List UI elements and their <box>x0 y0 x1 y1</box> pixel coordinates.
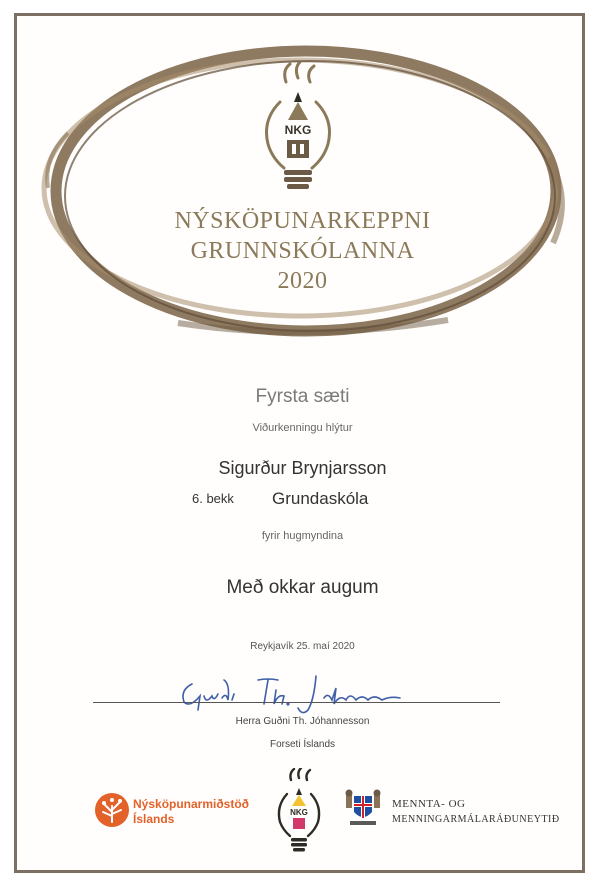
ministry-line1: MENNTA- OG <box>392 798 466 810</box>
place-date: Reykjavík 25. maí 2020 <box>250 641 355 652</box>
nkg-footer-logo <box>274 768 324 858</box>
handwritten-signature <box>178 670 408 718</box>
school-name: Grundaskóla <box>272 489 369 508</box>
competition-year: 2020 <box>277 268 328 294</box>
signature-line <box>93 702 500 703</box>
competition-title-line1: NÝSKÖPUNARKEPPNI <box>174 208 431 234</box>
recipient-name: Sigurður Brynjarsson <box>218 458 387 478</box>
recognition-text: Viðurkenningu hlýtur <box>252 422 353 434</box>
nkg-footer-logo-text: NKG <box>290 808 308 817</box>
innovation-center-logo-icon <box>94 792 130 828</box>
nkg-logo-text: NKG <box>284 123 312 137</box>
innovation-center-line2: Íslands <box>133 812 175 826</box>
coat-of-arms-icon <box>344 788 382 828</box>
ministry-line2: MENNINGARMÁLARÁÐUNEYTIÐ <box>392 814 560 825</box>
nkg-lightbulb-logo <box>258 62 338 197</box>
grade-label: 6. bekk <box>192 491 234 506</box>
signer-name: Herra Guðni Th. Jóhannesson <box>235 716 370 727</box>
award-place: Fyrsta sæti <box>255 386 350 407</box>
signer-title: Forseti Íslands <box>269 739 336 750</box>
competition-title-line2: GRUNNSKÓLANNA <box>190 238 415 264</box>
idea-title: Með okkar augum <box>226 577 379 598</box>
innovation-center-line1: Nýsköpunarmiðstöð <box>133 797 250 811</box>
for-idea-text: fyrir hugmyndina <box>261 530 344 542</box>
